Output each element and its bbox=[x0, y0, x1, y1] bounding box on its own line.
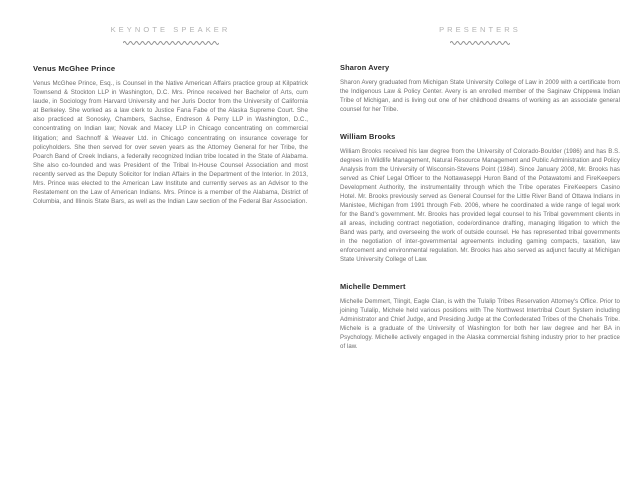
presenter-name: Sharon Avery bbox=[340, 63, 390, 72]
presenter-bio: William Brooks received his law degree from the University of Colorado-Boulder (1986) and has B.S. degrees in Wildlife Management, Natural Resource Management and Public Administration and Policy Analysis from the University of Wisconsin-Stevens Point (1984). Since January 2008, Mr. Brooks has served as Chief Legal Officer to the Nottawaseppi Huron Band of the Potawatomi and FireKeepers Development Authority, the instrumentality through which the Tribe operates FireKeepers Casino Hotel. Mr. Brooks previously served as General Counsel for the Little River Band of Ottawa Indians in Manistee, Michigan from 1991 through Feb. 2006, where he coordinated a wide range of legal work for the Band's government. Mr. Brooks has provided legal counsel to his Tribal government clients in all areas, including contract negotiation, code/ordinance drafting, managing litigation to which the Band was party, and overseeing the work of outside counsel. He has represented tribal governments in the negotiation of inter-governmental agreements including gaming compacts, taxation, law enforcement and environmental regulation. Mr. Brooks has also served as adjunct faculty at Michigan State University College of Law. bbox=[340, 148, 620, 263]
presenter-name: William Brooks bbox=[340, 132, 396, 141]
presenter-bio: Sharon Avery graduated from Michigan State University College of Law in 2009 with a certificate from the Indigenous Law & Policy Center. Avery is an enrolled member of the Saginaw Chippewa Indian Tribe of Michigan, and is living out one of her childhood dreams of working as an associate general counsel for her Tribe. bbox=[340, 79, 620, 113]
wavy-divider-icon bbox=[450, 39, 510, 46]
presenter-name: Michelle Demmert bbox=[340, 282, 406, 291]
speaker-bio: Venus McGhee Prince, Esq., is Counsel in the Native American Affairs practice group at Kilpatrick Townsend & Stockton LLP in Washington, D.C. Mrs. Prince received her Bachelor of Arts, cum laude, in Sociology from Harvard University and her Juris Doctor from the University of California at Berkeley. She worked as a law clerk to Justice Fana Fabe of the Alaska Supreme Court. She also practiced at Sonosky, Chambers, Sachse, Endreson & Perry LLP in Washington, D.C., concentrating on Indian law; Novak and Macey LLP in Chicago concentrating on commercial litigation; and Sachnoff & Weaver Ltd. in Chicago concentrating on insurance coverage for policyholders. She then served for over seven years as the Attorney General for her Tribe, the Poarch Band of Creek Indians, a federally recognized Indian tribe located in the State of Alabama. She also co-founded and was President of the Tribal In-House Counsel Association and most recently served as the Deputy Solicitor for Indian Affairs in the Department of the Interior. In 2013, Mrs. Prince was elected to the American Law Institute and currently serves as an Advisor to the Restatement on the Law of American Indians. Mrs. Prince is a member of the Alabama, District of Columbia, and Illinois State Bars, as well as the Indian Law section of the Federal Bar Association. bbox=[33, 80, 308, 206]
presenters-section-header bbox=[340, 24, 620, 46]
presenter-entry bbox=[340, 62, 620, 114]
presenter-bio: Michelle Demmert, Tlingit, Eagle Clan, is with the Tulalip Tribes Reservation Attorney's Office. Prior to joining Tulalip, Michele held various positions with The Northwest Intertribal Court System including Administrator and Chief Judge, and Presiding Judge at the Confederated Tribes of the Chehalis Tribe. Michele is a graduate of the University of Washington for both her law degree and her BA in Psychology. Michelle actively engaged in the Alaska commercial fishing industry prior to her practice of law. bbox=[340, 298, 620, 350]
presenters-column bbox=[320, 24, 636, 351]
keynote-section-title: KEYNOTE SPEAKER bbox=[110, 25, 231, 34]
speaker-name: Venus McGhee Prince bbox=[33, 64, 116, 73]
presenters-divider bbox=[340, 39, 620, 46]
presenters-section-title: PRESENTERS bbox=[439, 25, 521, 34]
keynote-speaker-column bbox=[0, 24, 320, 206]
presenter-entry bbox=[340, 281, 620, 351]
keynote-divider bbox=[33, 39, 308, 46]
presenter-entry bbox=[340, 131, 620, 264]
keynote-section-header bbox=[33, 24, 308, 46]
speaker-entry bbox=[33, 63, 308, 206]
wavy-divider-icon bbox=[123, 39, 219, 46]
